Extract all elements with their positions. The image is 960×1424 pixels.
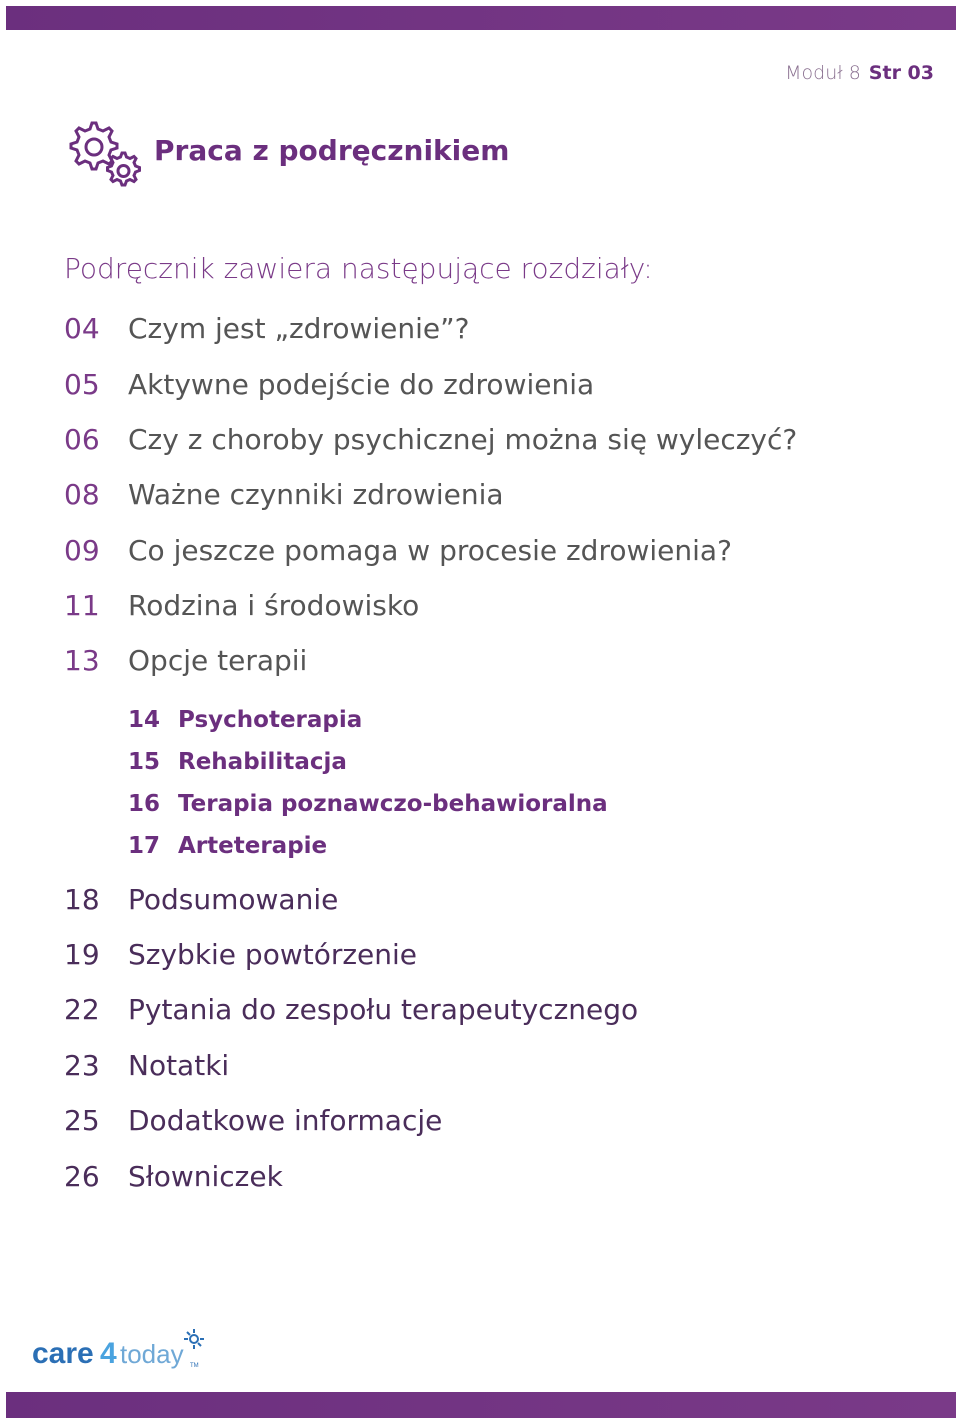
toc-title: Czy z choroby psychicznej można się wyleczyć? — [128, 423, 798, 456]
page-header — [785, 62, 934, 84]
toc-title: Ważne czynniki zdrowienia — [128, 478, 504, 511]
toc-title: Co jeszcze pomaga w procesie zdrowienia? — [128, 534, 732, 567]
toc-page-number: 09 — [64, 534, 100, 567]
toc-page-number: 23 — [64, 1049, 100, 1082]
care4today-logo — [32, 1325, 212, 1377]
toc-title: Słowniczek — [128, 1160, 283, 1193]
logo-tm: TM — [190, 1363, 199, 1369]
toc-page-number: 08 — [64, 478, 100, 511]
toc-title: Opcje terapii — [128, 644, 308, 677]
logo-today: today — [120, 1339, 184, 1369]
toc-page-number: 13 — [64, 644, 100, 677]
logo-care: care — [32, 1337, 94, 1370]
toc-title: Aktywne podejście do zdrowienia — [128, 368, 595, 401]
toc-title: Pytania do zespołu terapeutycznego — [128, 993, 639, 1026]
toc-page-number: 25 — [64, 1104, 100, 1137]
toc-item[interactable] — [64, 423, 797, 456]
toc-page-number: 18 — [64, 883, 100, 916]
toc-subitem[interactable] — [128, 749, 347, 775]
toc-page-number: 05 — [64, 368, 100, 401]
toc-subitem[interactable] — [128, 833, 327, 859]
page-number: Str 03 — [868, 62, 934, 84]
toc-item[interactable] — [64, 1104, 442, 1137]
toc-item[interactable] — [64, 368, 594, 401]
intro-text: Podręcznik zawiera następujące rozdziały: — [64, 252, 653, 285]
module-label: Moduł 8 — [785, 62, 861, 84]
bottom-banner — [6, 1392, 956, 1418]
gears-icon — [62, 115, 146, 195]
toc-page-number: 11 — [64, 589, 100, 622]
toc-page-number: 26 — [64, 1160, 100, 1193]
toc-item[interactable] — [64, 312, 470, 345]
toc-title: Notatki — [128, 1049, 230, 1082]
toc-page-number: 19 — [64, 938, 100, 971]
toc-sub-title: Rehabilitacja — [178, 749, 347, 775]
toc-title: Szybkie powtórzenie — [128, 938, 418, 971]
toc-sub-page-number: 15 — [128, 749, 161, 775]
toc-item[interactable] — [64, 938, 417, 971]
toc-item[interactable] — [64, 644, 307, 677]
toc-item[interactable] — [64, 1160, 283, 1193]
toc-item[interactable] — [64, 883, 338, 916]
section-title: Praca z podręcznikiem — [154, 134, 510, 167]
toc-title: Dodatkowe informacje — [128, 1104, 443, 1137]
top-banner — [6, 6, 956, 30]
toc-sub-page-number: 17 — [128, 833, 161, 859]
toc-sub-title: Terapia poznawczo-behawioralna — [178, 791, 608, 817]
toc-sub-title: Psychoterapia — [178, 707, 363, 733]
toc-page-number: 06 — [64, 423, 100, 456]
toc-sub-title: Arteterapie — [178, 833, 328, 859]
toc-item[interactable] — [64, 1049, 229, 1082]
logo-four: 4 — [100, 1337, 117, 1370]
toc-title: Czym jest „zdrowienie”? — [128, 312, 470, 345]
logo-sparkle-icon — [184, 1329, 204, 1349]
toc-subitem[interactable] — [128, 791, 608, 817]
toc-sub-page-number: 14 — [128, 707, 161, 733]
toc-item[interactable] — [64, 993, 638, 1026]
toc-title: Podsumowanie — [128, 883, 339, 916]
toc-page-number: 04 — [64, 312, 100, 345]
toc-subitem[interactable] — [128, 707, 362, 733]
toc-sub-page-number: 16 — [128, 791, 161, 817]
toc-title: Rodzina i środowisko — [128, 589, 420, 622]
toc-item[interactable] — [64, 534, 732, 567]
toc-item[interactable] — [64, 478, 504, 511]
toc-item[interactable] — [64, 589, 419, 622]
toc-page-number: 22 — [64, 993, 100, 1026]
